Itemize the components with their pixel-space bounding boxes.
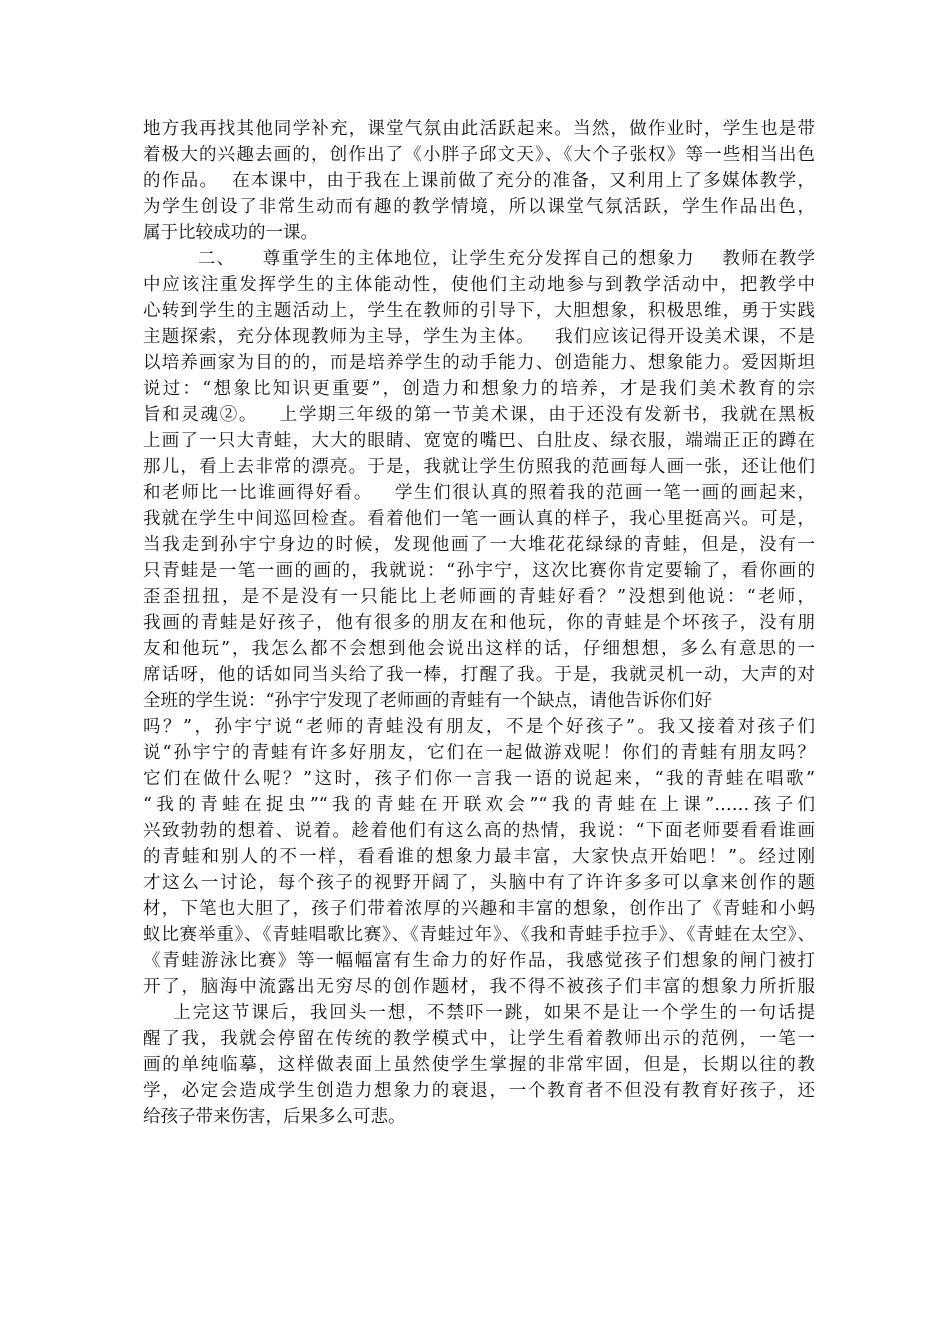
text-line-27: “我的青蛙在捉虫”“我的青蛙在开联欢会”“我的青蛙在上课”……孩子们 [143, 795, 815, 815]
text-line-7: 中应该注重发挥学生的主体能动性，使他们主动地参与到教学活动中，把教学中 [143, 275, 815, 295]
text-line-17: 当我走到孙宇宁身边的时候，发现他画了一大堆花花绿绿的青蛙，但是，没有一 [143, 535, 815, 555]
text-line-30: 才这么一讨论，每个孩子的视野开阔了，头脑中有了许许多多可以拿来创作的题 [143, 873, 815, 893]
text-line-3: 的作品。 在本课中，由于我在上课前做了充分的准备，又利用上了多媒体教学， [143, 171, 815, 191]
text-line-19: 歪歪扭扭，是不是没有一只能比上老师画的青蛙好看？”没想到他说：“老师， [143, 587, 815, 607]
text-line-32: 蚁比赛举重》、《青蛙唱歌比赛》、《青蛙过年》、《我和青蛙手拉手》、《青蛙在太空》、 [143, 925, 815, 945]
text-line-8: 心转到学生的主题活动上，学生在教师的引导下，大胆想象，积极思维，勇于实践 [143, 301, 815, 321]
text-line-14: 那儿，看上去非常的漂亮。于是，我就让学生仿照我的范画每人画一张，还让他们 [143, 457, 815, 477]
text-line-4: 为学生创设了非常生动而有趣的教学情境，所以课堂气氛活跃，学生作品出色， [143, 197, 815, 217]
text-line-20: 我画的青蛙是好孩子，他有很多的朋友在和他玩，你的青蛙是个坏孩子，没有朋 [143, 613, 815, 633]
text-line-31: 材，下笔也大胆了，孩子们带着浓厚的兴趣和丰富的想象，创作出了《青蛙和小蚂 [143, 899, 815, 919]
text-line-1: 地方我再找其他同学补充，课堂气氛由此活跃起来。当然，做作业时，学生也是带 [143, 119, 815, 139]
text-line-18: 只青蛙是一笔一画的画的，我就说：“孙宇宁，这次比赛你肯定要输了，看你画的 [143, 561, 815, 581]
text-line-12: 旨和灵魂②。 上学期三年级的第一节美术课，由于还没有发新书，我就在黑板 [143, 405, 815, 425]
text-line-10: 以培养画家为目的的，而是培养学生的动手能力、创造能力、想象能力。爱因斯坦 [143, 353, 815, 373]
text-line-38: 学，必定会造成学生创造力想象力的衰退，一个教育者不但没有教育好孩子，还 [143, 1081, 815, 1101]
text-line-21: 友和他玩”，我怎么都不会想到他会说出这样的话，仔细想想，多么有意思的一 [143, 639, 815, 659]
text-line-13: 上画了一只大青蛙，大大的眼睛、宽宽的嘴巴、白肚皮、绿衣服，端端正正的蹲在 [143, 431, 815, 451]
document-body [143, 116, 815, 1130]
text-line-15: 和老师比一比谁画得好看。 学生们很认真的照着我的范画一笔一画的画起来， [143, 483, 815, 503]
text-line-36: 醒了我，我就会停留在传统的教学模式中，让学生看着教师出示的范例，一笔一 [143, 1029, 815, 1049]
text-line-2: 着极大的兴趣去画的，创作出了《小胖子邱文天》、《大个子张权》等一些相当出色 [143, 145, 815, 165]
text-line-16: 我就在学生中间巡回检查。看着他们一笔一画认真的样子，我心里挺高兴。可是， [143, 509, 815, 529]
text-line-11: 说过：“想象比知识更重要”，创造力和想象力的培养，才是我们美术教育的宗 [143, 379, 815, 399]
text-line-33: 《青蛙游泳比赛》等一幅幅富有生命力的好作品，我感觉孩子们想象的闸门被打 [143, 951, 815, 971]
text-line-24: 吗？”，孙宇宁说“老师的青蛙没有朋友，不是个好孩子”。我又接着对孩子们 [143, 717, 815, 737]
text-line-25: 说“孙宇宁的青蛙有许多好朋友，它们在一起做游戏呢！你们的青蛙有朋友吗？ [143, 743, 815, 763]
text-line-5: 属于比较成功的一课。 [143, 223, 318, 243]
text-line-28: 兴致勃勃的想着、说着。趁着他们有这么高的热情，我说：“下面老师要看看谁画 [143, 821, 815, 841]
text-line-26: 它们在做什么呢？”这时，孩子们你一言我一语的说起来，“我的青蛙在唱歌” [143, 769, 815, 789]
text-line-23: 全班的学生说：“孙宇宁发现了老师画的青蛙有一个缺点，请他告诉你们好 [143, 691, 712, 711]
text-line-6: 二、 尊重学生的主体地位，让学生充分发挥自己的想象力 教师在教学 [143, 249, 815, 269]
text-line-34: 开了，脑海中流露出无穷尽的创作题材，我不得不被孩子们丰富的想象力所折服 [143, 977, 815, 997]
text-line-22: 席话呀，他的话如同当头给了我一棒，打醒了我。于是，我就灵机一动，大声的对 [143, 665, 815, 685]
text-line-39: 给孩子带来伤害，后果多么可悲。 [143, 1107, 406, 1127]
text-line-29: 的青蛙和别人的不一样，看看谁的想象力最丰富，大家快点开始吧！”。经过刚 [143, 847, 815, 867]
text-line-35: 上完这节课后，我回头一想，不禁吓一跳，如果不是让一个学生的一句话提 [143, 1003, 815, 1023]
text-line-37: 画的单纯临摹，这样做表面上虽然使学生掌握的非常牢固，但是，长期以往的教 [143, 1055, 815, 1075]
text-line-9: 主题探索，充分体现教师为主导，学生为主体。 我们应该记得开设美术课，不是 [143, 327, 815, 347]
